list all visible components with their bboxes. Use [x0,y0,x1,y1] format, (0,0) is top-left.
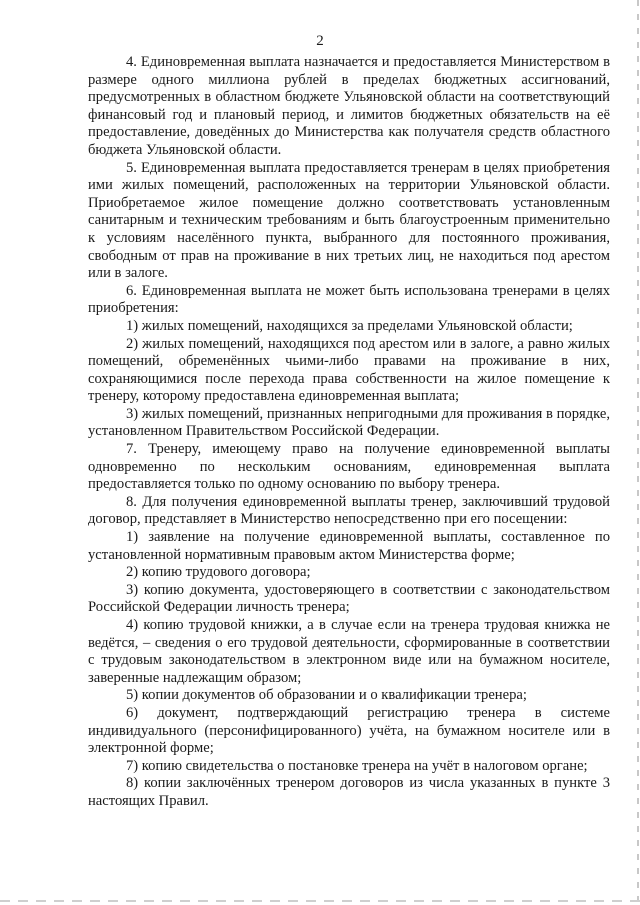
paragraph-6-item-3: 3) жилых помещений, признанных непригодными для проживания в порядке, установленном Правительством Российской Федерации. [88,405,610,440]
paragraph-7: 7. Тренеру, имеющему право на получение единовременной выплаты одновременно по нескольким основаниям, единовременная выплата предоставляется только по одному основанию по выбору тренера. [88,441,610,493]
paragraph-5: 5. Единовременная выплата предоставляется тренерам в целях приобретения ими жилых помещений, расположенных на территории Ульяновской области. Приобретаемое жилое помещение должно соответствовать установленным санитарным и техническим требованиям и быть благоустроенным применительно к условиям населённого пункта, выбранного для постоянного проживания, свободным от прав на проживание в них третьих лиц, не находиться под арестом или в залоге. [88,159,610,282]
paragraph-6: 6. Единовременная выплата не может быть использована тренерами в целях приобретения: [88,282,610,317]
paragraph-8-item-7: 7) копию свидетельства о постановке тренера на учёт в налоговом органе; [126,757,588,774]
paragraph-6-item-1: 1) жилых помещений, находящихся за пределами Ульяновской области; [126,317,573,334]
paragraph-8-item-5: 5) копии документов об образовании и о квалификации тренера; [126,687,527,704]
paragraph-8-item-8: 8) копии заключённых тренером договоров из числа указанных в пункте 3 настоящих Правил. [88,775,610,809]
scan-edge-right [637,0,639,905]
document-body [88,54,610,811]
paragraph-4: 4. Единовременная выплата назначается и предоставляется Министерством в размере одного миллиона рублей в пределах бюджетных ассигнований, предусмотренных в областном бюджете Ульяновской области на соответствующий финансовый год и плановый период, и лимитов бюджетных обязательств на её предоставление, доведённых до Министерства как получателя средств областного бюджета Ульяновской области. [88,54,610,158]
paragraph-8: 8. Для получения единовременной выплаты тренер, заключивший трудовой договор, представляет в Министерство непосредственно при его посещении: [88,493,610,528]
page-number: 2 [316,33,324,49]
paragraph-6-item-2: 2) жилых помещений, находящихся под арестом или в залоге, а равно жилых помещений, обременённых чьими-либо правами на проживание в них, сохраняющимися после перехода права собственности на жилое помещение к тренеру, которому предоставлена единовременная выплата; [88,335,610,405]
paragraph-8-item-2: 2) копию трудового договора; [126,564,311,581]
paragraph-8-item-4: 4) копию трудовой книжки, а в случае если на тренера трудовая книжка не ведётся, – сведения о его трудовой деятельности, сформированные в соответствии с трудовым законодательством в электронном виде или на бумажном носителе, заверенные надлежащим образом; [88,617,610,686]
paragraph-8-item-3: 3) копию документа, удостоверяющего в соответствии с законодательством Российской Федерации личность тренера; [88,581,610,616]
scan-edge-bottom [0,900,640,902]
paragraph-8-item-6: 6) документ, подтверждающий регистрацию тренера в системе индивидуального (персонифицированного) учёта, на бумажном носителе или в электронной форме; [88,704,610,757]
paragraph-8-item-1: 1) заявление на получение единовременной выплаты, составленное по установленной нормативным правовым актом Министерства форме; [88,529,610,563]
